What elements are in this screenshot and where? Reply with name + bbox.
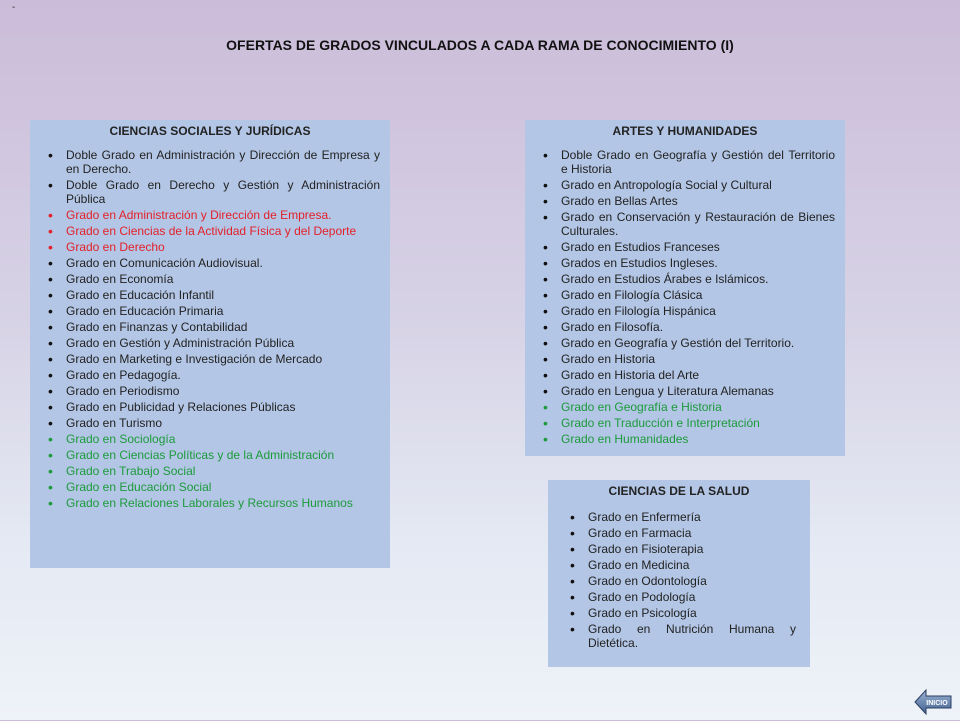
- degree-item: • Grado en Historia: [535, 352, 835, 366]
- degree-item: • Grado en Farmacia: [562, 526, 796, 540]
- back-arrow-icon: [914, 688, 952, 716]
- degree-item: • Grado en Publicidad y Relaciones Públicas: [40, 400, 380, 414]
- degree-item: • Grado en Geografía e Historia: [535, 400, 835, 414]
- panel-heading: CIENCIAS SOCIALES Y JURÍDICAS: [109, 124, 311, 138]
- degree-list: [562, 510, 796, 650]
- degree-item: • Grado en Filología Clásica: [535, 288, 835, 302]
- degree-item: • Grado en Economía: [40, 272, 380, 286]
- page-title: OFERTAS DE GRADOS VINCULADOS A CADA RAMA DE CONOCIMIENTO (I): [226, 37, 734, 53]
- degree-item: • Grado en Relaciones Laborales y Recursos Humanos: [40, 496, 380, 510]
- degree-item: • Grado en Podología: [562, 590, 796, 604]
- panel-ciencias-sociales: [30, 120, 390, 568]
- degree-item: • Grado en Estudios Árabes e Islámicos.: [535, 272, 835, 286]
- degree-item: • Grado en Educación Primaria: [40, 304, 380, 318]
- degree-item: • Grado en Marketing e Investigación de Mercado: [40, 352, 380, 366]
- degree-item: • Grado en Administración y Dirección de Empresa.: [40, 208, 380, 222]
- degree-item: • Doble Grado en Geografía y Gestión del Territorio e Historia: [535, 148, 835, 176]
- panel-heading: CIENCIAS DE LA SALUD: [608, 484, 750, 498]
- degree-item: • Grado en Filosofía.: [535, 320, 835, 334]
- degree-list: [40, 148, 380, 510]
- degree-item: • Doble Grado en Derecho y Gestión y Administración Pública: [40, 178, 380, 206]
- degree-list: [535, 148, 835, 446]
- panel-artes-humanidades: [525, 120, 845, 456]
- slide-mark: -: [12, 2, 16, 13]
- degree-item: • Grado en Ciencias de la Actividad Física y del Deporte: [40, 224, 380, 238]
- degree-item: • Grados en Estudios Ingleses.: [535, 256, 835, 270]
- back-button-label: INICIO: [926, 700, 948, 707]
- degree-item: • Grado en Finanzas y Contabilidad: [40, 320, 380, 334]
- degree-item: • Grado en Estudios Franceses: [535, 240, 835, 254]
- degree-item: • Grado en Comunicación Audiovisual.: [40, 256, 380, 270]
- degree-item: • Grado en Periodismo: [40, 384, 380, 398]
- degree-item: • Grado en Traducción e Interpretación: [535, 416, 835, 430]
- degree-item: • Grado en Lengua y Literatura Alemanas: [535, 384, 835, 398]
- degree-item: • Grado en Odontología: [562, 574, 796, 588]
- degree-item: • Grado en Gestión y Administración Pública: [40, 336, 380, 350]
- degree-item: • Grado en Medicina: [562, 558, 796, 572]
- degree-item: • Grado en Conservación y Restauración de Bienes Culturales.: [535, 210, 835, 238]
- panel-ciencias-salud: [548, 480, 810, 667]
- degree-item: • Doble Grado en Administración y Dirección de Empresa y en Derecho.: [40, 148, 380, 176]
- back-button[interactable]: [914, 688, 952, 716]
- degree-item: • Grado en Ciencias Políticas y de la Administración: [40, 448, 380, 462]
- degree-item: • Grado en Pedagogía.: [40, 368, 380, 382]
- degree-item: • Grado en Antropología Social y Cultural: [535, 178, 835, 192]
- degree-item: • Grado en Enfermería: [562, 510, 796, 524]
- degree-item: • Grado en Historia del Arte: [535, 368, 835, 382]
- degree-item: • Grado en Sociología: [40, 432, 380, 446]
- panel-heading: ARTES Y HUMANIDADES: [612, 124, 758, 138]
- degree-item: • Grado en Geografía y Gestión del Territorio.: [535, 336, 835, 350]
- degree-item: • Grado en Nutrición Humana y Dietética.: [562, 622, 796, 650]
- degree-item: • Grado en Bellas Artes: [535, 194, 835, 208]
- degree-item: • Grado en Filología Hispánica: [535, 304, 835, 318]
- degree-item: • Grado en Humanidades: [535, 432, 835, 446]
- degree-item: • Grado en Educación Infantil: [40, 288, 380, 302]
- degree-item: • Grado en Derecho: [40, 240, 380, 254]
- degree-item: • Grado en Turismo: [40, 416, 380, 430]
- degree-item: • Grado en Fisioterapia: [562, 542, 796, 556]
- degree-item: • Grado en Trabajo Social: [40, 464, 380, 478]
- degree-item: • Grado en Educación Social: [40, 480, 380, 494]
- degree-item: • Grado en Psicología: [562, 606, 796, 620]
